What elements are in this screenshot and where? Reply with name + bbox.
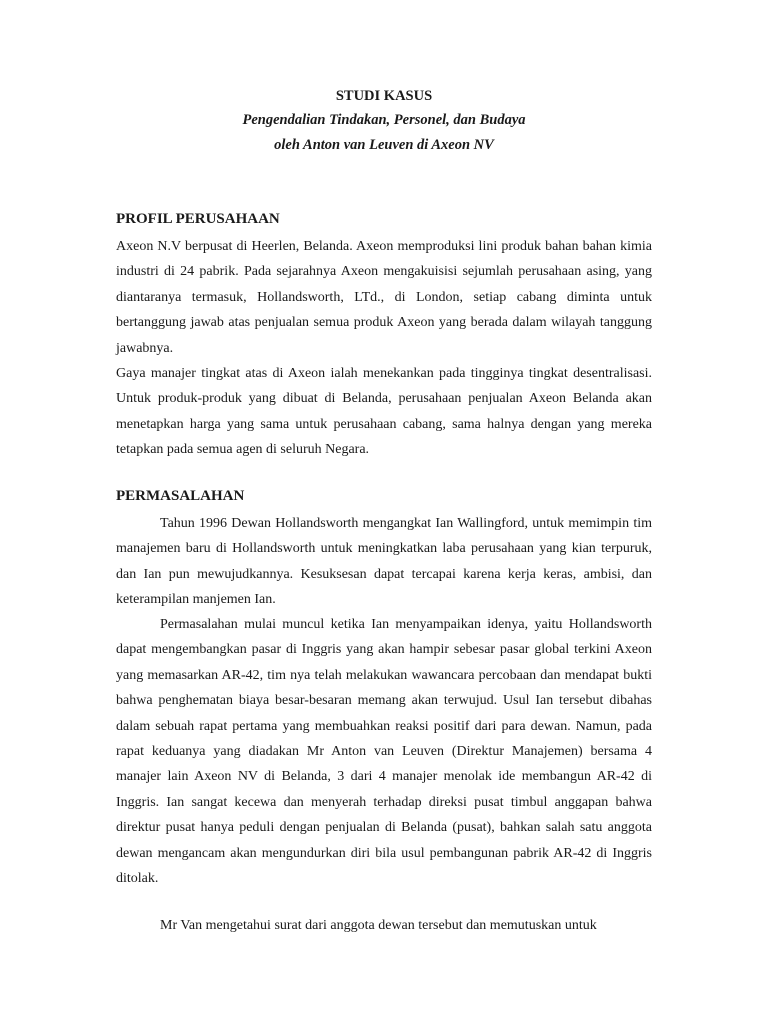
paragraph: Tahun 1996 Dewan Hollandsworth mengangkat Ian Wallingford, untuk memimpin tim manajemen baru di Hollandsworth untuk meningkatkan laba perusahaan yang kian terpuruk, dan Ian pun mewujudkannya. Kesuksesan dapat tercapai karena kerja keras, ambisi, dan keterampilan manjemen Ian. [116,516,652,608]
document-author-line: oleh Anton van Leuven di Axeon NV [274,137,494,153]
paragraph: Permasalahan mulai muncul ketika Ian menyampaikan idenya, yaitu Hollandsworth dapat mengembangkan pasar di Inggris yang akan hampir sebesar pasar global terkini Axeon yang memasarkan AR-42, tim nya telah melakukan wawancara percobaan dan mendapat bukti bahwa penghematan biaya besar-besaran memang akan terwujud. Usul Ian tersebut dibahas dalam sebuah rapat pertama yang membuahkan reaksi positif dari para dewan. Namun, pada rapat keduanya yang diadakan Mr Anton van Leuven (Direktur Manajemen) bersama 4 manajer lain Axeon NV di Belanda, 3 dari 4 manajer menolak ide membangun AR-42 di Inggris. Ian sangat kecewa dan menyerah terhadap direksi pusat timbul anggapan bahwa direktur pusat hanya peduli dengan penjualan di Belanda (pusat), bahkan salah satu anggota dewan mengancam akan mengundurkan diri bila usul pembangunan pabrik AR-42 di Inggris ditolak. [116,617,652,887]
document-page [116,0,652,1024]
paragraph: Axeon N.V berpusat di Heerlen, Belanda. Axeon memproduksi lini produk bahan bahan kimia industri di 24 pabrik. Pada sejarahnya Axeon mengakuisisi sejumlah perusahaan asing, yang diantaranya termasuk, Hollandsworth, LTd., di London, setiap cabang diminta untuk bertanggung jawab atas penjualan semua produk Axeon yang berada dalam wilayah tanggung jawabnya. [116,239,652,356]
paragraph: Mr Van mengetahui surat dari anggota dewan tersebut dan memutuskan untuk [160,918,597,933]
section-heading-permasalahan: PERMASALAHAN [116,488,245,504]
document-subtitle: Pengendalian Tindakan, Personel, dan Budaya [242,112,526,128]
section-heading-profil: PROFIL PERUSAHAAN [116,211,280,227]
paragraph: Gaya manajer tingkat atas di Axeon ialah menekankan pada tingginya tingkat desentralisasi. Untuk produk-produk yang dibuat di Belanda, perusahaan penjualan Axeon Belanda akan menetapkan harga yang sama untuk perusahaan cabang, sama halnya dengan yang mereka tetapkan pada semua agen di seluruh Negara. [116,366,652,458]
document-title: STUDI KASUS [335,88,433,104]
